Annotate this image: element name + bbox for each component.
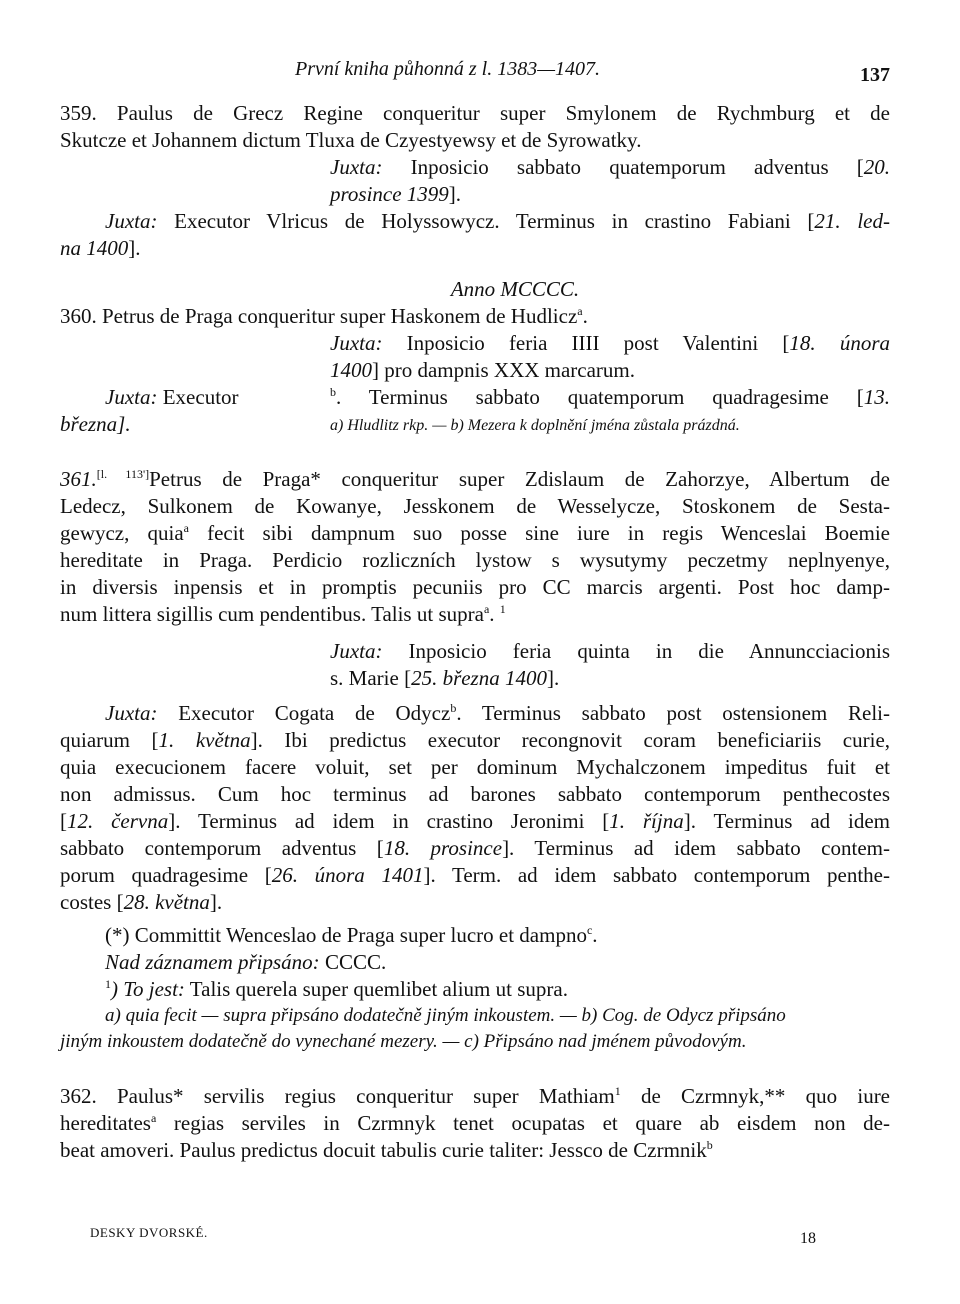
page-number: 137 — [860, 64, 890, 86]
entry-359-juxta-2: Juxta: Executor Vlricus de Holyssowycz. Terminus in crastino Fabiani [21. led- — [105, 209, 890, 233]
entry-361-line-1: 361.[l. 113']Petrus de Praga* conqueritur super Zdislaum de Zahorzye, Albertum de — [60, 467, 890, 491]
entry-362: 362. Paulus* servilis regius conqueritur super Mathiam$^1$ de Czrmnyk,** quo iure hereditates$^a$ regias serviles in Czrmnyk tenet ocupatas et quare ab eisdem non de- beat amoveri. Paulus predictus docuit tabulis curie taliter: Jessco de Czrmnik$^b$ — [60, 1084, 891, 1162]
entry-361-para: Juxta: Executor Cogata de Odycz$^b$. Terminus sabbato post ostensionem Reli- — [105, 701, 890, 725]
entry-361-note-3: $^1$) To jest: Talis querela super quemlibet alium ut supra. — [105, 977, 568, 1001]
entry-359-line-2: Skutcze et Johannem dictum Tluxa de Czyestyewsy et de Syrowatky. — [60, 128, 642, 152]
entry-359-juxta-1: Juxta: Inposicio sabbato quatemporum adventus [20. — [330, 155, 890, 179]
entry-360-juxta-1-cont: 1400] pro dampnis XXX marcarum. — [330, 358, 636, 382]
entry-359-line-1: 359. Paulus de Grecz Regine conqueritur super Smylonem de Rychmburg et de — [60, 101, 890, 125]
year-heading: Anno MCCCC. — [450, 277, 580, 301]
entry-360-juxta-1: Juxta: Inposicio feria IIII post Valentini [18. února — [330, 331, 890, 355]
running-title: První kniha půhonná z l. 1383—1407. — [295, 58, 600, 80]
entry-361-footnote-2: jiným inkoustem dodatečně do vynechané mezery. — c) Připsáno nad jménem původovým. — [60, 1031, 747, 1052]
entry-360-right-col: $^b$. Terminus sabbato quatemporum quadragesime [13. a) Hludlitz rkp. — b) Mezera k doplnění jména zůstala prázdná. — [330, 384, 890, 438]
footer-title: DESKY DVORSKÉ. — [90, 1225, 208, 1240]
entry-360-split — [60, 384, 890, 438]
entry-360-left-2: března]. — [60, 412, 131, 436]
running-header — [60, 52, 890, 92]
entry-359 — [60, 100, 890, 262]
entry-361-note-2: Nad záznamem připsáno: CCCC. — [105, 950, 387, 974]
entry-361-footnote-1: a) quia fecit — supra připsáno dodatečně jiným inkoustem. — b) Cog. de Odycz připsáno — [105, 1005, 786, 1026]
entry-359-juxta-2-cont: na 1400]. — [60, 236, 141, 260]
entry-361-juxta-1: Juxta: Inposicio feria quinta in die Annuncciacionis — [330, 639, 890, 663]
signature-mark: 18 — [800, 1230, 816, 1247]
entry-360-footnote: a) Hludlitz rkp. — b) Mezera k doplnění jména zůstala prázdná. — [330, 417, 740, 434]
page-body — [60, 100, 890, 1164]
entry-360-left-col: Juxta: Executor března]. — [60, 385, 239, 436]
entry-361: 361.[l. 113']Petrus de Praga* conqueritur super Zdislaum de Zahorzye, Albertum de Ledecz, Sulkonem de Kowanye, Jesskonem de Wesselycze, Stoskonem de Sesta- gewycz, quia$^a$ fecit sibi dampnum suo posse sine iure in regis Wenceslai Boemie hereditate in Praga. Perdicio rozliczních lystow s wysutymy peczetmy neplnyenye, in diversis inpensis et in promptis pecuniis pro CC marcis argenti. Post hoc damp- num littera sigillis cum pendentibus. Talis ut supra$^a$. $^1$ Juxta: Inposicio feria quinta in die Annuncciacionis s. Marie [25. března 1400]. Juxta: Executor Cogata de Odycz$^b$. Terminus sabbato post ostensionem Reli- quiarum [1. května]. Ibi predictus executor recongnovit coram beneficiariis curie, quia execucionem facere voluit, set per dominum Mychalczonem impeditus fuit et non admissus. Cum hoc terminus ad barones sabbato contemporum penthecostes [12. června]. Terminus ad idem in crastino Jeronimi [1. října]. Terminus ad idem sabbato contemporum adventus [18. prosince]. Terminus ad idem sabbato contem- porum quadragesime [26. února 1401]. Term. ad idem sabbato contemporum penthe- costes [28. května]. (*) Committit Wenceslao de Praga super lucro et dampno$^c$. Nad záznamem připsáno: CCCC. $^1$) To jest: Talis querela super quemlibet alium ut supra. a) quia fecit — supra připsáno dodatečně jiným inkoustem. — b) Cog. de Odycz připsáno jiným inkoustem dodatečně do vynechané mezery. — c) Připsáno nad jménem původovým. — [60, 466, 890, 1055]
entry-361-note-1: (*) Committit Wenceslao de Praga super lucro et dampno$^c$. — [105, 923, 598, 947]
entry-359-juxta-1-cont: prosince 1399]. — [330, 182, 462, 206]
entry-360-line-1: 360. Petrus de Praga conqueritur super Haskonem de Hudlicz$^a$. — [60, 304, 588, 328]
entry-360 — [60, 303, 890, 438]
